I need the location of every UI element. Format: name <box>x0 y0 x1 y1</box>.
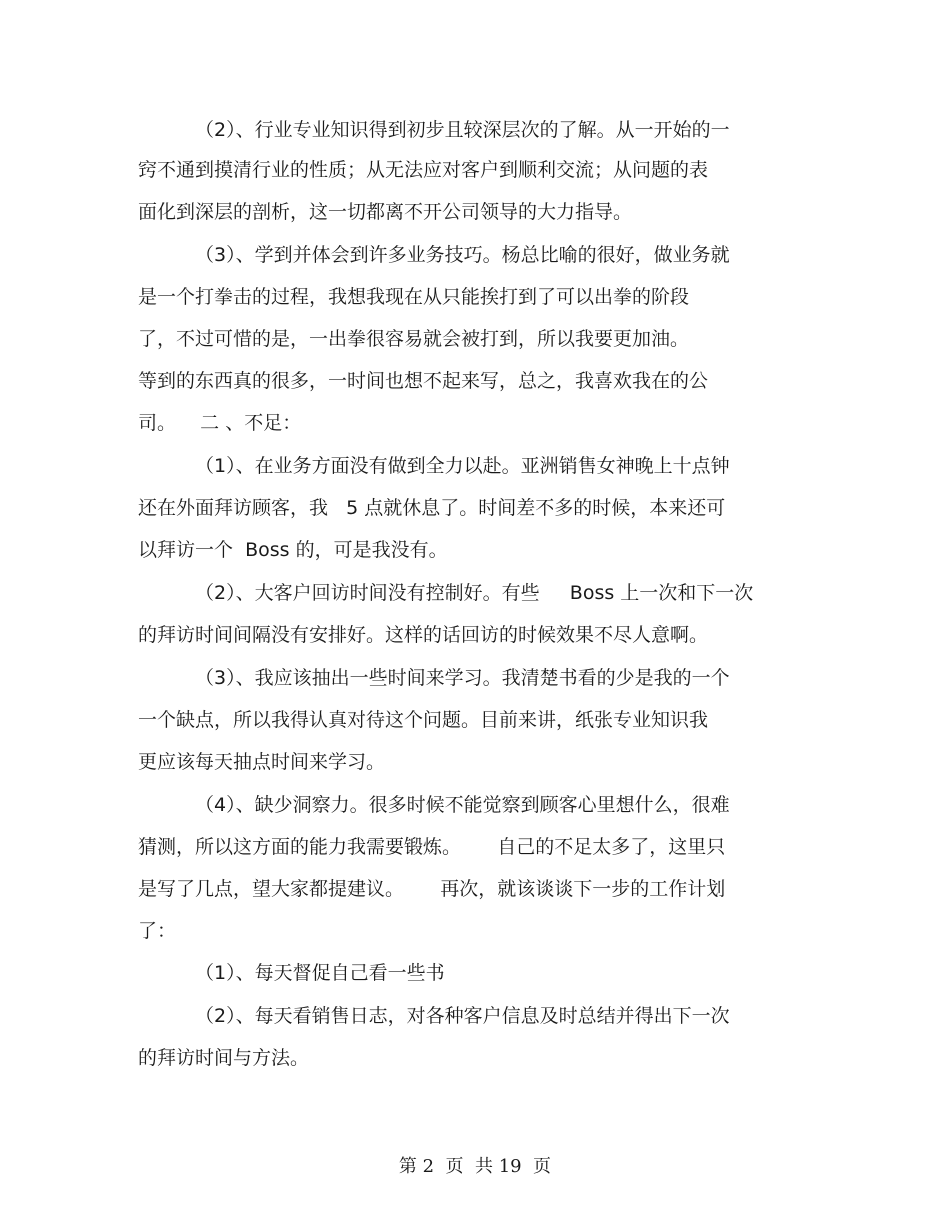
text-line: 是写了几点，望大家都提建议。 再次，就该谈谈下一步的工作计划 <box>138 878 726 900</box>
text-line: 等到的东西真的很多，一时间也想不起来写，总之，我喜欢我在的公 <box>138 370 709 392</box>
text-line: （3）、学到并体会到许多业务技巧。杨总比喻的很好，做业务就 <box>195 244 730 266</box>
text-line: （3）、我应该抽出一些时间来学习。我清楚书看的少是我的一个 <box>195 667 730 689</box>
text-line: 面化到深层的剖析，这一切都离不开公司领导的大力指导。 <box>138 201 633 223</box>
text-line: （2）、每天看销售日志，对各种客户信息及时总结并得出下一次 <box>195 1005 730 1027</box>
text-line: 是一个打拳击的过程，我想我现在从只能挨打到了可以出拳的阶段 <box>138 286 690 308</box>
text-line: （4）、缺少洞察力。很多时候不能觉察到顾客心里想什么，很难 <box>195 794 730 816</box>
text-line: 窍不通到摸清行业的性质；从无法应对客户到顺利交流；从问题的表 <box>138 159 709 181</box>
text-line: 还在外面拜访顾客，我 5 点就休息了。时间差不多的时候，本来还可 <box>138 497 726 519</box>
text-line: 的拜访时间间隔没有安排好。这样的话回访的时候效果不尽人意啊。 <box>138 624 709 646</box>
text-line: （2）、行业专业知识得到初步且较深层次的了解。从一开始的一 <box>195 119 730 141</box>
text-line: （1）、每天督促自己看一些书 <box>195 962 445 984</box>
text-line: 以拜访一个 Boss 的，可是我没有。 <box>138 539 448 561</box>
text-line: （1）、在业务方面没有做到全力以赴。亚洲销售女神晚上十点钟 <box>195 455 730 477</box>
text-line: 了，不过可惜的是，一出拳很容易就会被打到，所以我要更加油。 <box>138 328 690 350</box>
page-number-footer: 第 2 页 共 19 页 <box>398 1156 552 1177</box>
text-line: 更应该每天抽点时间来学习。 <box>138 751 386 773</box>
text-line: 的拜访时间与方法。 <box>138 1047 310 1069</box>
text-line: 一个缺点，所以我得认真对待这个问题。目前来讲，纸张专业知识我 <box>138 709 709 731</box>
text-line: 猜测，所以这方面的能力我需要锻炼。 自己的不足太多了，这里只 <box>138 836 726 858</box>
text-line: 司。 二 、不足： <box>138 412 302 434</box>
text-line: 了： <box>138 920 177 942</box>
text-line: （2）、大客户回访时间没有控制好。有些 Boss 上一次和下一次 <box>195 582 754 604</box>
